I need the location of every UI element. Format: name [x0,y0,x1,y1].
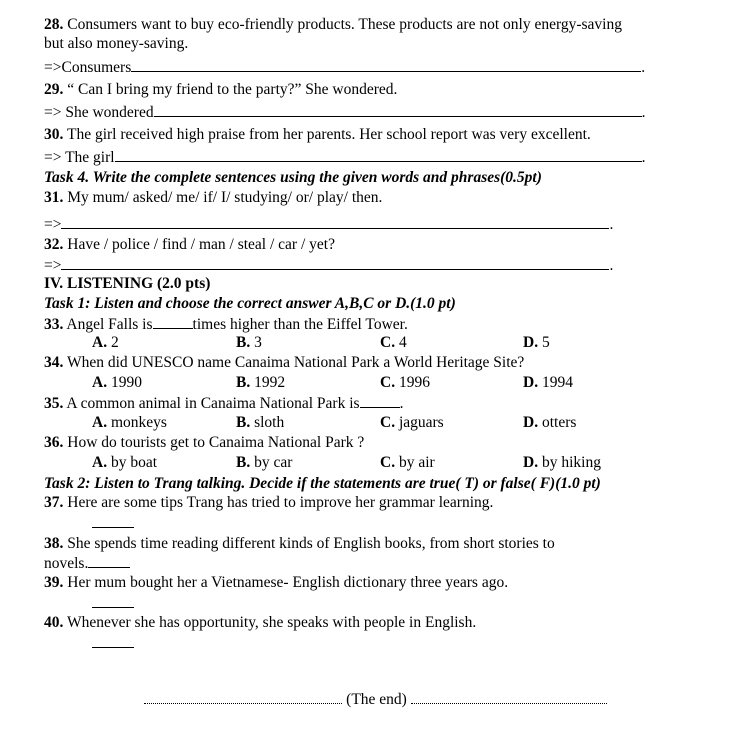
q38-number: 38. [44,535,64,552]
q30-rewrite-prefix: => The girl [44,149,115,166]
q28-number: 28. [44,16,64,33]
q33-blank[interactable] [153,315,193,329]
footer-the-end [140,690,611,709]
q31-line [44,189,707,207]
q33-option-d[interactable]: D. 5 [523,334,550,351]
q29-text: “ Can I bring my friend to the party?” She wondered. [67,81,398,98]
q33-line [44,315,707,334]
section-listening-heading: IV. LISTENING (2.0 pts) [44,275,211,292]
q37-line [44,494,707,512]
q30-answer-blank[interactable] [115,148,642,162]
q36-text: How do tourists get to Canaima National Park ? [67,434,365,451]
q32-answer-line: => . [44,257,614,274]
q33-option-c[interactable]: C. 4 [380,334,407,351]
q31-text: My mum/ asked/ me/ if/ I/ studying/ or/ play/ then. [67,189,383,206]
q29-answer-line: => She wondered . [44,104,646,121]
q40-text: Whenever she has opportunity, she speaks with people in English. [66,614,477,631]
q29-rewrite-prefix: => She wondered [44,104,154,121]
task2-heading: Task 2: Listen to Trang talking. Decide if the statements are true( T) or false( F)(1.0 pt) [44,475,601,492]
q39-line [44,574,707,592]
q35-option-a[interactable]: A. monkeys [92,414,167,431]
q30-text: The girl received high praise from her parents. Her school report was very excellent. [66,126,591,143]
q39-answer-line [44,594,707,613]
q28-line1 [44,16,707,34]
q32-number: 32. [44,236,64,253]
q36-option-d[interactable]: D. by hiking [523,454,601,471]
q28-answer-line: =>Consumers . [44,59,646,76]
q37-text: Here are some tips Trang has tried to improve her grammar learning. [67,494,494,511]
q33-number: 33. [44,316,64,333]
q29-number: 29. [44,81,64,98]
q34-option-d[interactable]: D. 1994 [523,374,573,391]
q39-text: Her mum bought her a Vietnamese- English dictionary three years ago. [67,574,509,591]
q33-option-a[interactable]: A. 2 [92,334,119,351]
q36-option-c[interactable]: C. by air [380,454,435,471]
q38-text: She spends time reading different kinds of English books, from short stories to [67,535,555,552]
q35-line [44,394,707,413]
q34-option-b[interactable]: B. 1992 [236,374,286,391]
q34-text: When did UNESCO name Canaima National Park a World Heritage Site? [66,354,525,371]
q35-blank[interactable] [360,394,400,408]
q29-line [44,81,707,99]
q35-number: 35. [44,395,64,412]
q36-options [44,454,707,472]
q34-option-a[interactable]: A. 1990 [92,374,142,391]
q35-option-b[interactable]: B. sloth [236,414,285,431]
q32-answer-blank[interactable] [61,256,609,270]
q33-text-after: times higher than the Eiffel Tower. [192,316,408,333]
q40-line [44,614,707,632]
q38-line2 [44,554,707,573]
q36-option-b[interactable]: B. by car [236,454,293,471]
q40-answer-blank[interactable] [92,634,134,648]
task1-heading: Task 1: Listen and choose the correct answer A,B,C or D.(1.0 pt) [44,295,456,312]
q35-end: . [399,395,404,412]
q33-options [44,334,707,352]
q36-number: 36. [44,434,64,451]
q37-answer-blank[interactable] [92,514,134,528]
q34-line [44,354,707,372]
q31-answer-line: => . [44,216,614,233]
q39-answer-blank[interactable] [92,594,134,608]
footer-text: (The end) [346,691,407,708]
q32-text: Have / police / find / man / steal / car / yet? [67,236,335,253]
q36-line [44,434,707,452]
q38-text-cont: novels. [44,555,89,572]
q37-number: 37. [44,494,64,511]
q34-option-c[interactable]: C. 1996 [380,374,430,391]
q31-arrow: => [44,216,62,233]
footer-dots-left [144,690,342,704]
q39-number: 39. [44,574,64,591]
q28-answer-blank[interactable] [131,58,641,72]
footer-dots-right [411,690,607,704]
q28-rewrite-prefix: =>Consumers [44,59,132,76]
q33-option-b[interactable]: B. 3 [236,334,262,351]
q31-number: 31. [44,189,64,206]
q34-number: 34. [44,354,64,371]
q34-options [44,374,707,392]
q28-line2 [44,35,707,53]
q37-answer-line [44,514,707,533]
q32-line [44,236,707,254]
q32-arrow: => [44,257,62,274]
q40-answer-line [44,634,707,653]
q38-answer-blank[interactable] [88,554,130,568]
q28-text-cont: but also money-saving. [44,35,189,52]
q30-answer-line: => The girl . [44,149,646,166]
q30-number: 30. [44,126,64,143]
q30-line [44,126,707,144]
q35-options [44,414,707,432]
q33-text-before: Angel Falls is [66,316,153,333]
task4-heading: Task 4. Write the complete sentences using the given words and phrases(0.5pt) [44,169,542,186]
q35-text: A common animal in Canaima National Park is [66,395,360,412]
q40-number: 40. [44,614,64,631]
q35-option-c[interactable]: C. jaguars [380,414,444,431]
q29-answer-blank[interactable] [154,103,642,117]
q31-answer-blank[interactable] [61,215,609,229]
q38-line1 [44,535,707,553]
q36-option-a[interactable]: A. by boat [92,454,158,471]
q28-text: Consumers want to buy eco-friendly products. These products are not only energy-saving [67,16,622,33]
q35-option-d[interactable]: D. otters [523,414,577,431]
